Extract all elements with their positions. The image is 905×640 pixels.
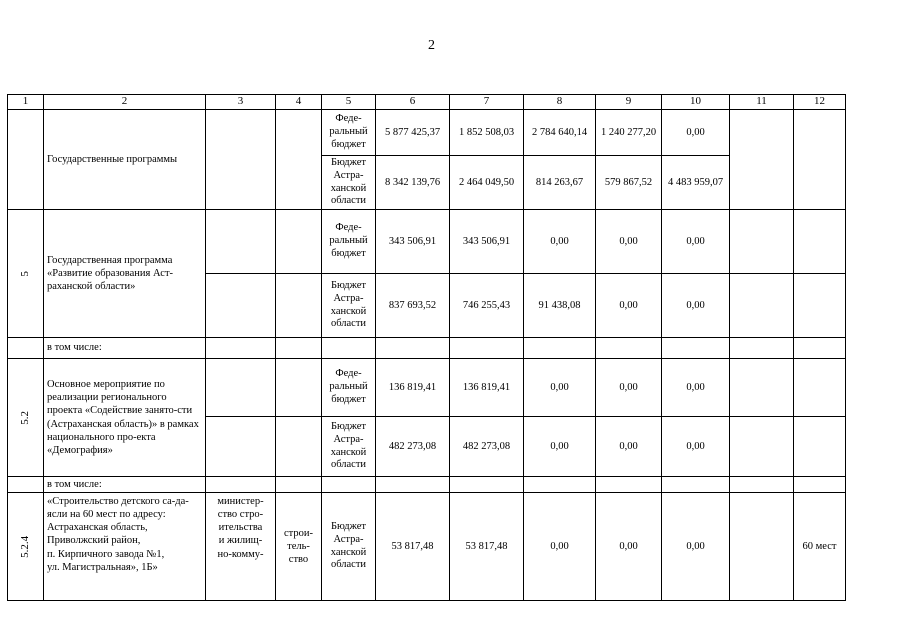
value-10: 0,00 [662,274,730,338]
row-name: Основное мероприятие по реализации регионального проекта «Содействие занято-сти (Астраханская область)» в рамках национального про-екта «Демография» [44,359,206,477]
value-7: 1 852 508,03 [450,110,524,156]
cell-3 [206,417,276,477]
row-number [8,477,44,493]
value-6: 8 342 139,76 [376,156,450,210]
value-8: 91 438,08 [524,274,596,338]
value-10: 0,00 [662,210,730,274]
value-8: 2 784 640,14 [524,110,596,156]
cell-3 [206,110,276,210]
value-12 [794,359,846,417]
value-7: 136 819,41 [450,359,524,417]
value-12 [794,417,846,477]
col-header: 7 [450,95,524,110]
value-10: 0,00 [662,417,730,477]
value-8: 0,00 [524,493,596,601]
value-6: 343 506,91 [376,210,450,274]
col-header: 2 [44,95,206,110]
row-name: Государственная программа «Развитие образования Аст-раханской области» [44,210,206,338]
col-header: 10 [662,95,730,110]
value-9: 0,00 [596,274,662,338]
value-10: 0,00 [662,493,730,601]
cell-4 [276,359,322,417]
funding-source: Бюджет Астра- ханской области [322,156,376,210]
table-row [8,493,846,601]
subheading-label: в том числе: [44,338,206,359]
value-7: 343 506,91 [450,210,524,274]
col-header: 5 [322,95,376,110]
table-row [8,359,846,417]
budget-table [7,94,846,601]
value-9: 0,00 [596,359,662,417]
value-11 [730,210,794,274]
col-header: 4 [276,95,322,110]
funding-source: Бюджет Астра- ханской области [322,417,376,477]
cell-4 [276,210,322,274]
value-10: 0,00 [662,359,730,417]
col-header: 6 [376,95,450,110]
value-9: 0,00 [596,210,662,274]
row-number: 5.2.4 [8,493,44,601]
work-type: строи- тель- ство [276,493,322,601]
funding-source: Бюджет Астра- ханской области [322,493,376,601]
header-row [8,95,846,110]
cell-3 [206,274,276,338]
value-6: 5 877 425,37 [376,110,450,156]
value-12 [794,274,846,338]
table-row [8,210,846,274]
col-header: 1 [8,95,44,110]
row-number: 5.2 [8,359,44,477]
value-8: 814 263,67 [524,156,596,210]
subheading-row [8,338,846,359]
value-6: 53 817,48 [376,493,450,601]
subheading-label: в том числе: [44,477,206,493]
subheading-row [8,477,846,493]
value-9: 579 867,52 [596,156,662,210]
value-9: 0,00 [596,417,662,477]
cell-3 [206,359,276,417]
col-header: 8 [524,95,596,110]
value-10: 0,00 [662,110,730,156]
value-12: 60 мест [794,493,846,601]
funding-source: Феде- ральный бюджет [322,110,376,156]
value-11 [730,493,794,601]
col-header: 11 [730,95,794,110]
value-9: 0,00 [596,493,662,601]
value-12 [794,110,846,210]
col-header: 9 [596,95,662,110]
cell-4 [276,274,322,338]
value-8: 0,00 [524,359,596,417]
cell-4 [276,110,322,210]
cell-4 [276,417,322,477]
value-7: 482 273,08 [450,417,524,477]
value-6: 136 819,41 [376,359,450,417]
value-12 [794,210,846,274]
value-6: 837 693,52 [376,274,450,338]
value-8: 0,00 [524,417,596,477]
row-number: 5 [8,210,44,338]
funding-source: Феде- ральный бюджет [322,210,376,274]
value-9: 1 240 277,20 [596,110,662,156]
funding-source: Бюджет Астра- ханской области [322,274,376,338]
cell-3 [206,210,276,274]
col-header: 3 [206,95,276,110]
col-header: 12 [794,95,846,110]
row-name: «Строительство детского са-да-ясли на 60 мест по адресу: Астраханская область, Приволжский район, п. Кирпичного завода №1, ул. Магистральная», 1Б» [44,493,206,601]
funding-source: Феде- ральный бюджет [322,359,376,417]
row-number [8,110,44,210]
value-11 [730,110,794,210]
row-number [8,338,44,359]
value-10: 4 483 959,07 [662,156,730,210]
value-8: 0,00 [524,210,596,274]
value-6: 482 273,08 [376,417,450,477]
value-11 [730,274,794,338]
value-7: 2 464 049,50 [450,156,524,210]
table-row [8,110,846,156]
value-11 [730,417,794,477]
value-11 [730,359,794,417]
row-name: Государственные программы [44,110,206,210]
value-7: 53 817,48 [450,493,524,601]
page-number: 2 [428,38,435,53]
responsible-executor: министер- ство стро- ительства и жилищ- но-комму- [206,493,276,601]
value-7: 746 255,43 [450,274,524,338]
